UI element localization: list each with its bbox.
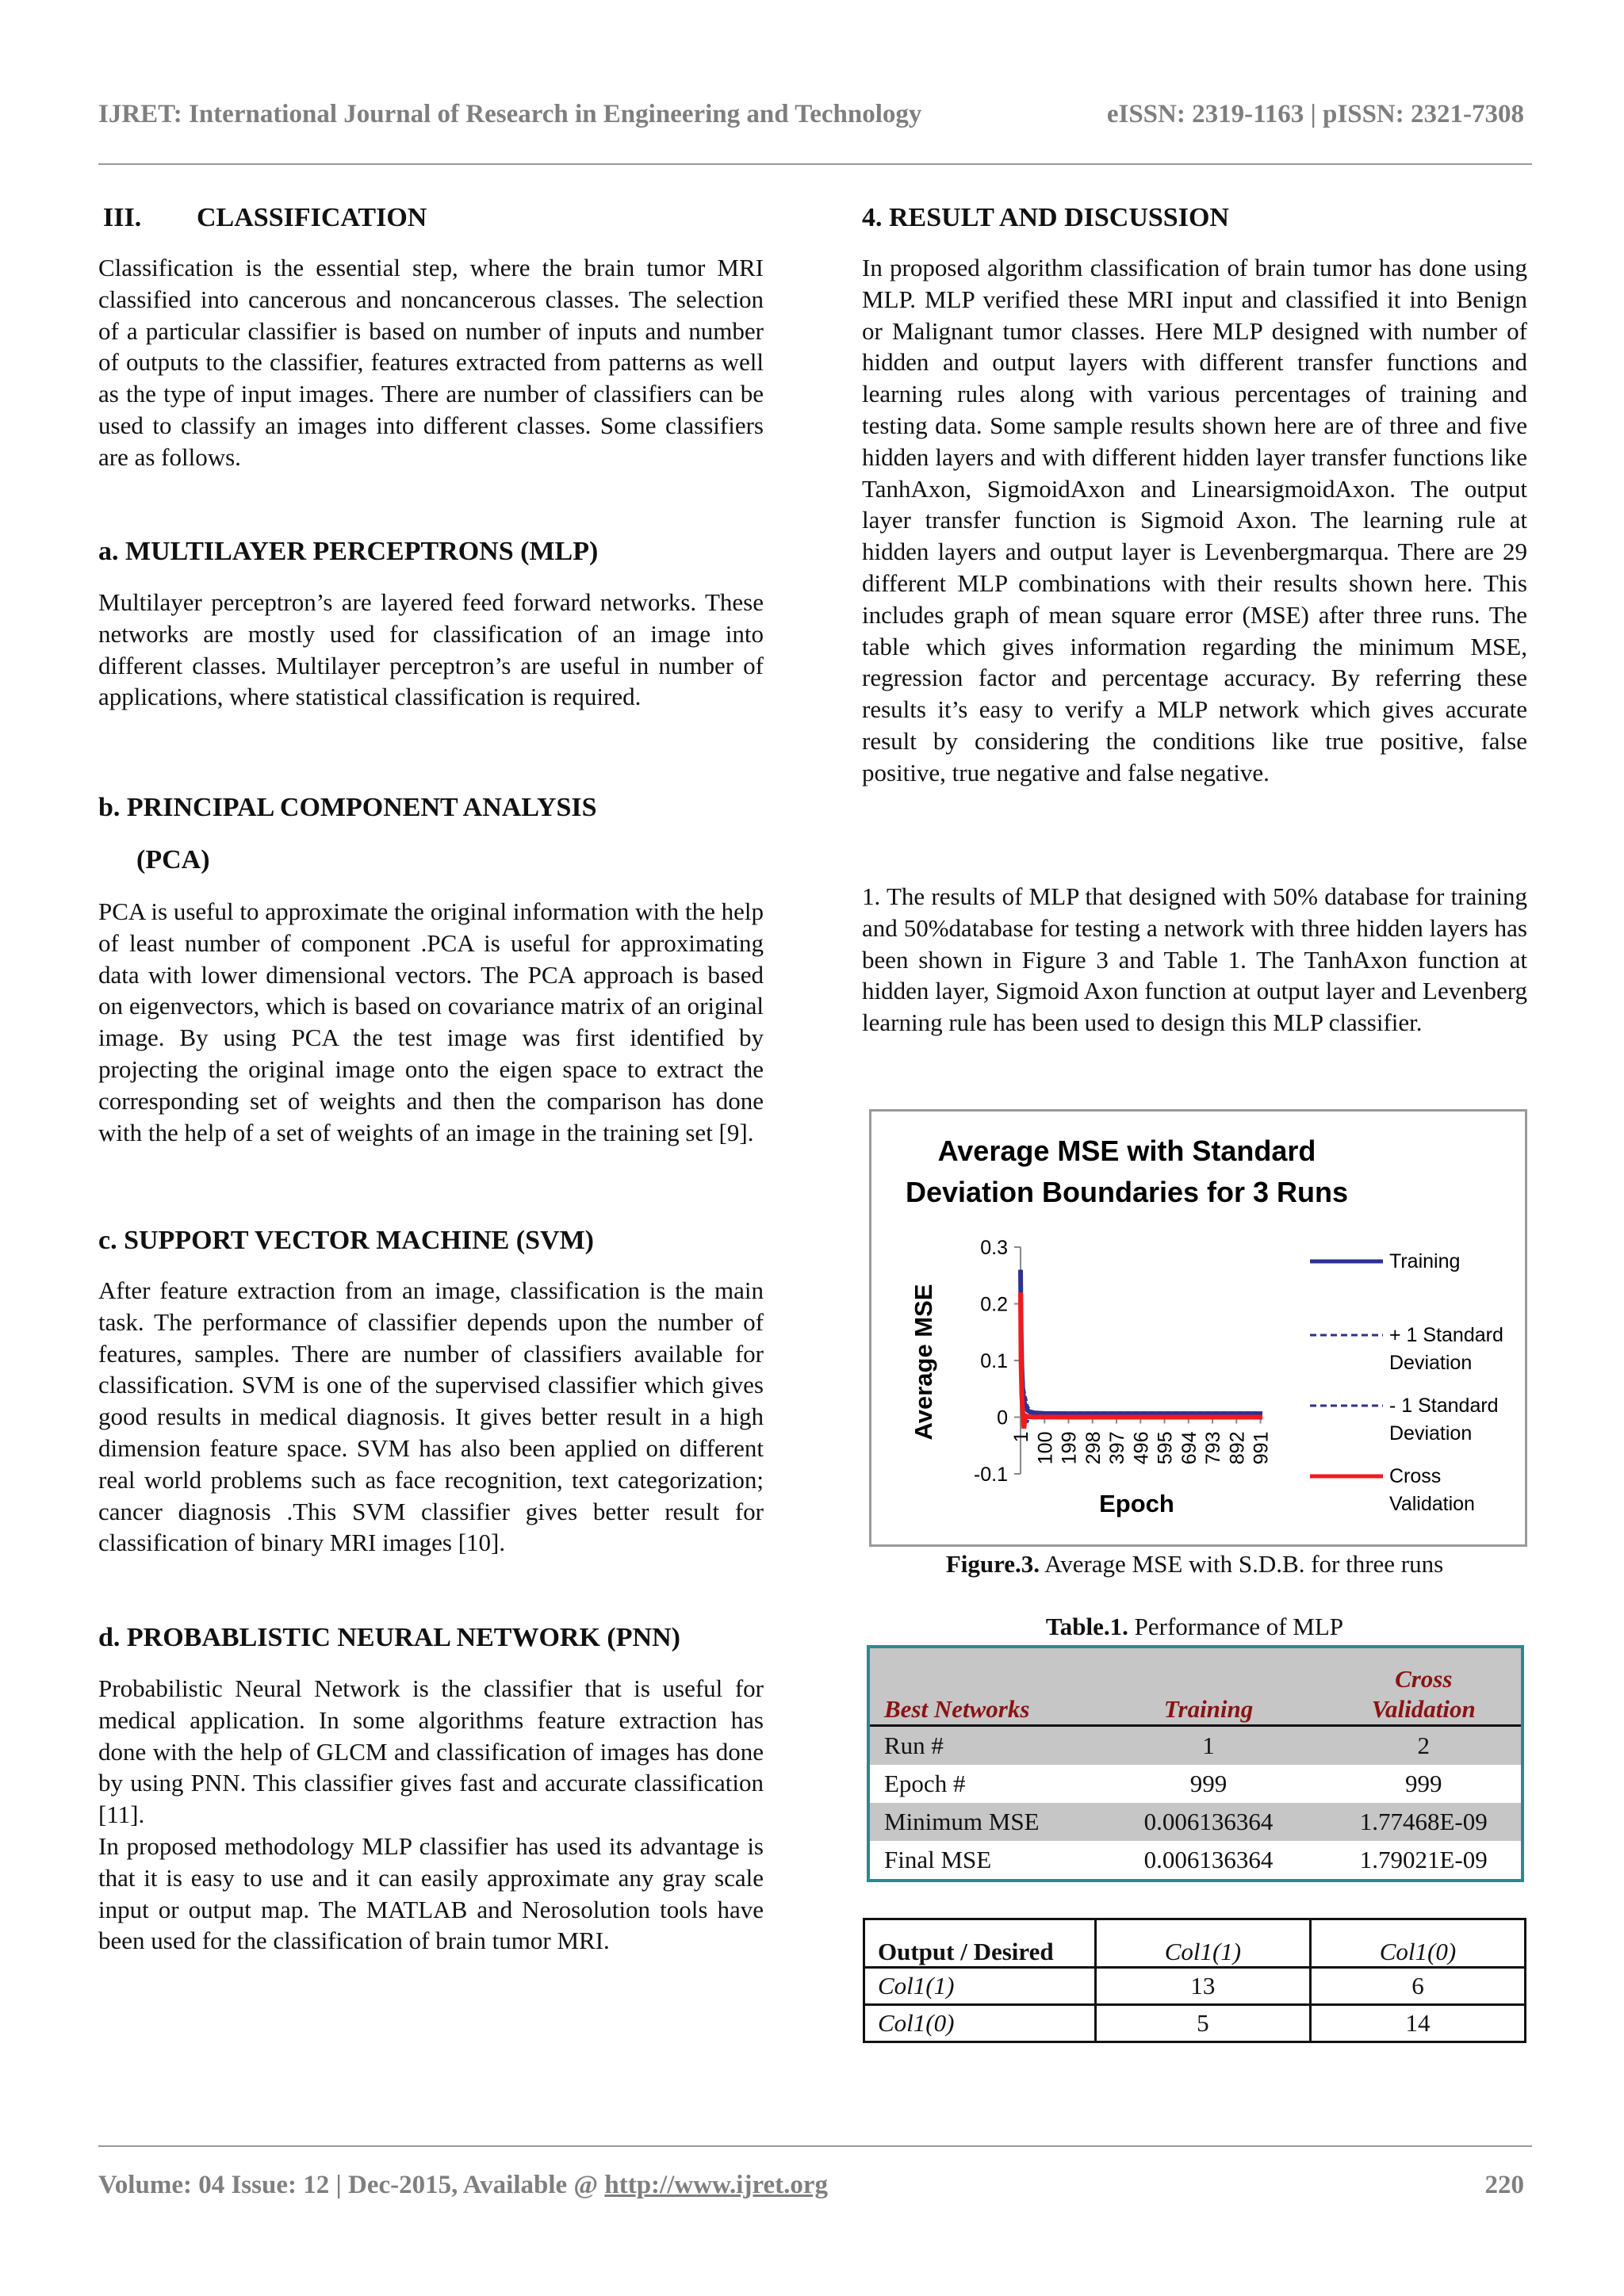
x-axis-label: Epoch (1099, 1490, 1174, 1517)
section-c-text: After feature extraction from an image, classification is the main task. The performance of classifier depends upon the number of features, samples. There are number of classifiers available for classification. SVM is one of the supervised classifier which gives good results in medical diagnosis. It gives better result in a high dimension feature space. SVM has also been applied on different real world problems such as face recognition, text categorization; cancer diagnosis .This SVM classifier gives better result for classification of binary MRI images [10]. (98, 1276, 764, 1557)
mse-chart (869, 1109, 1527, 1547)
chart-title: Average MSE with Standard (937, 1135, 1316, 1167)
legend-label: Validation (1389, 1493, 1475, 1515)
page-number: 220 (1484, 2171, 1524, 2199)
table-row (868, 1726, 1522, 1766)
section-b-title-2: (PCA) (136, 845, 210, 874)
row-label: Run # (868, 1726, 1091, 1766)
legend-label: - 1 Standard (1389, 1395, 1499, 1417)
cell: 1 (1091, 1726, 1327, 1766)
table-caption-text: Performance of MLP (1128, 1613, 1344, 1640)
header-rule (98, 163, 1532, 165)
cell: 14 (1310, 2005, 1525, 2042)
section-3-text: Classification is the essential step, where the brain tumor MRI classified into cancerous and noncancerous classes. The selection of a particular classifier is based on number of inputs and number of outputs to the classifier, features extracted from patterns as well as the type of input images. There are number of classifiers can be used to classify an images into different classes. Some classifiers are as follows. (98, 254, 764, 471)
y-tick-label: -0.1 (973, 1464, 1008, 1486)
table-row (868, 1841, 1522, 1881)
x-tick-label: 793 (1202, 1431, 1225, 1465)
header-cross-validation: Cross Validation (1327, 1647, 1523, 1726)
cell: 1.79021E-09 (1359, 1846, 1488, 1873)
x-tick-label: 199 (1058, 1431, 1081, 1465)
x-tick-label: 991 (1250, 1431, 1273, 1465)
x-tick-label: 397 (1106, 1431, 1129, 1465)
row-label: Col1(0) (864, 2005, 1096, 2042)
performance-table (867, 1645, 1524, 1882)
matrix-row (864, 1968, 1526, 2005)
cell: 13 (1095, 1968, 1310, 2005)
row-label: Final MSE (884, 1846, 992, 1873)
footer-volume-text: Volume: 04 Issue: 12 | Dec-2015, Available @ (98, 2171, 605, 2199)
x-tick-label: 892 (1226, 1431, 1249, 1465)
issn: eISSN: 2319-1163 | pISSN: 2321-7308 (1106, 100, 1524, 128)
section-d-title: d. PROBABLISTIC NEURAL NETWORK (PNN) (98, 1623, 680, 1652)
series-line-0 (1021, 1270, 1262, 1414)
section-4-text: In proposed algorithm classification of brain tumor has done using MLP. MLP verified these MRI input and classified it into Benign or Malignant tumor classes. Here MLP designed with number of hidden and output layers with different transfer functions and learning rules along with various percentages of training and testing data. Some sample results shown here are of three and five hidden layers and with different hidden layer transfer functions like TanhAxon, SigmoidAxon and LinearsigmoidAxon. The output layer transfer function is Sigmoid Axon. The learning rule at hidden layers and output layer is Levenbergmarqua. There are 29 different MLP combinations with their results shown here. This includes graph of mean square error (MSE) after three runs. The table which gives information regarding the minimum MSE, regression factor and percentage accuracy. By referring these results it’s easy to verify a MLP network which gives accurate result by considering the conditions like true positive, false positive, true negative and false negative. (862, 254, 1527, 786)
legend-label: Training (1389, 1250, 1461, 1272)
x-tick-label: 100 (1034, 1431, 1057, 1465)
cell: 5 (1095, 2005, 1310, 2042)
table-row (868, 1803, 1522, 1841)
section-a-text: Multilayer perceptron’s are layered feed forward networks. These networks are mostly used for classification of an image into different classes. Multilayer perceptron’s are useful in number of applications, where statistical classification is required. (98, 588, 764, 711)
section-3-number: III. (103, 203, 142, 232)
header-col1-1: Col1(1) (1095, 1919, 1310, 1968)
section-c-title: c. SUPPORT VECTOR MACHINE (SVM) (98, 1226, 594, 1255)
cell: 0.006136364 (1143, 1846, 1274, 1873)
series-line-3 (1021, 1292, 1262, 1429)
section-a-title: a. MULTILAYER PERCEPTRONS (MLP) (98, 537, 599, 566)
table-header-row (868, 1647, 1522, 1726)
section-4-title: 4. RESULT AND DISCUSSION (862, 203, 1229, 232)
legend-label: + 1 Standard (1389, 1324, 1503, 1346)
y-tick-label: 0 (997, 1406, 1008, 1429)
row-label: Col1(1) (864, 1968, 1096, 2005)
table-caption (862, 1613, 1527, 1641)
header-best-networks: Best Networks (868, 1647, 1091, 1726)
cell: 6 (1310, 1968, 1525, 2005)
section-b-title: b. PRINCIPAL COMPONENT ANALYSIS (98, 793, 597, 822)
figure-caption-text: Average MSE with S.D.B. for three runs (1040, 1550, 1444, 1578)
row-label: Epoch # (884, 1770, 966, 1797)
figure-caption (862, 1550, 1527, 1578)
row-label: Minimum MSE (868, 1803, 1091, 1841)
matrix-header-row (864, 1919, 1526, 1968)
table-label: Table.1. (1045, 1613, 1128, 1640)
result-1-text: 1. The results of MLP that designed with 50% database for training and 50%database for testing a network with three hidden layers has been shown in Figure 3 and Table 1. The TanhAxon function at hidden layer, Sigmoid Axon function at output layer and Levenberg learning rule has been used to design this MLP classifier. (862, 882, 1527, 1037)
y-tick-label: 0.1 (980, 1350, 1008, 1372)
cell: 1.77468E-09 (1327, 1803, 1523, 1841)
matrix-row (864, 2005, 1526, 2042)
cell: 2 (1327, 1726, 1523, 1766)
header-output-desired: Output / Desired (864, 1919, 1096, 1968)
series-line-2 (1021, 1270, 1262, 1422)
y-axis-label: Average MSE (910, 1284, 937, 1441)
header-col1-0: Col1(0) (1310, 1919, 1525, 1968)
chart-title: Deviation Boundaries for 3 Runs (905, 1176, 1349, 1208)
legend-label: Deviation (1389, 1352, 1473, 1374)
x-tick-label: 1 (1010, 1431, 1032, 1443)
x-tick-label: 595 (1154, 1431, 1177, 1465)
x-tick-label: 496 (1130, 1431, 1153, 1465)
section-b-text: PCA is useful to approximate the original information with the help of least number of component .PCA is useful for approximating data with lower dimensional vectors. The PCA approach is based on eigenvectors, which is based on covariance matrix of an original image. By using PCA the test image was first identified by projecting the original image onto the eigen space to extract the corresponding set of weights and then the comparison has done with the help of a set of weights of an image in the training set [9]. (98, 897, 764, 1146)
section-d-text-1: Probabilistic Neural Network is the classifier that is useful for medical application. In some algorithms feature extraction has done with the help of GLCM and classification of images has done by using PNN. This classifier gives fast and accurate classification [11]. (98, 1674, 764, 1829)
cell: 0.006136364 (1091, 1803, 1327, 1841)
y-tick-label: 0.2 (980, 1293, 1008, 1316)
section-d-text-2: In proposed methodology MLP classifier has used its advantage is that it is easy to use and it can easily approximate any gray scale input or output map. The MATLAB and Nerosolution tools have been used for the classification of brain tumor MRI. (98, 1831, 764, 1955)
legend-label: Deviation (1389, 1422, 1473, 1445)
table-row (868, 1765, 1522, 1803)
x-tick-label: 694 (1178, 1431, 1201, 1465)
journal-link[interactable]: http://www.ijret.org (604, 2171, 829, 2199)
footer-volume (98, 2171, 828, 2200)
journal-title: IJRET: International Journal of Research in Engineering and Technology (98, 100, 922, 128)
cell: 999 (1405, 1770, 1442, 1797)
y-tick-label: 0.3 (980, 1237, 1008, 1259)
header-training: Training (1091, 1647, 1327, 1726)
confusion-matrix (863, 1918, 1526, 2043)
x-tick-label: 298 (1082, 1431, 1105, 1465)
cell: 999 (1189, 1770, 1228, 1797)
series-line-1 (1021, 1270, 1262, 1413)
figure-label: Figure.3. (945, 1550, 1040, 1578)
legend-label: Cross (1389, 1465, 1442, 1487)
section-3-title: CLASSIFICATION (197, 203, 427, 232)
footer-rule (98, 2145, 1532, 2147)
